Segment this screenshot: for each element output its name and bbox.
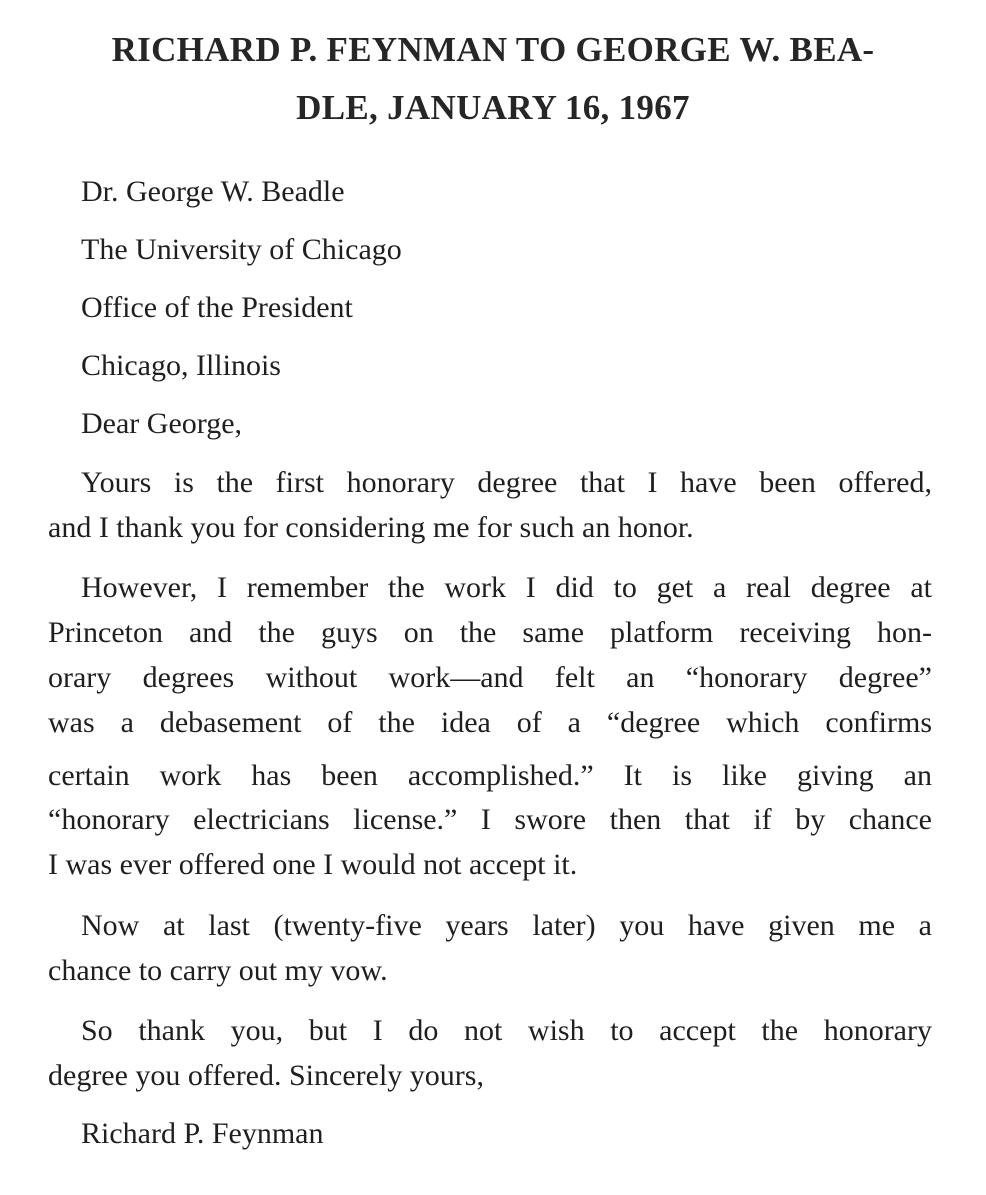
letter-title-line-2: DLE, JANUARY 16, 1967 — [296, 88, 690, 127]
paragraph-1-line-1: Yours is the first honorary degree that I have been offered, — [81, 466, 932, 499]
salutation: Dear George, — [81, 407, 243, 440]
recipient-office: Office of the President — [81, 291, 353, 324]
paragraph-3-line-2: chance to carry out my vow. — [48, 954, 388, 987]
paragraph-2-line-7: I was ever offered one I would not accept it. — [48, 848, 578, 881]
letter-title-line-1: RICHARD P. FEYNMAN TO GEORGE W. BEA- — [111, 30, 875, 69]
paragraph-2-line-6: “honorary electricians license.” I swore then that if by chance — [48, 803, 932, 836]
recipient-name: Dr. George W. Beadle — [81, 175, 345, 208]
paragraph-2-line-5: certain work has been accomplished.” It is like giving an — [48, 759, 932, 792]
paragraph-2-line-4: was a debasement of the idea of a “degree which confirms — [48, 706, 932, 739]
paragraph-2-line-3: orary degrees without work—and felt an “honorary degree” — [48, 661, 932, 694]
paragraph-1-line-2: and I thank you for considering me for such an honor. — [48, 511, 694, 544]
paragraph-2-line-2: Princeton and the guys on the same platform receiving hon- — [48, 616, 932, 649]
paragraph-4-line-1: So thank you, but I do not wish to accept the honorary — [81, 1014, 932, 1047]
paragraph-2-line-1: However, I remember the work I did to get a real degree at — [81, 571, 932, 604]
paragraph-4-line-2: degree you offered. Sincerely yours, — [48, 1059, 484, 1092]
recipient-city: Chicago, Illinois — [81, 349, 281, 382]
paragraph-3-line-1: Now at last (twenty-five years later) you have given me a — [81, 909, 932, 942]
signature: Richard P. Feynman — [81, 1117, 324, 1150]
recipient-institution: The University of Chicago — [81, 233, 402, 266]
